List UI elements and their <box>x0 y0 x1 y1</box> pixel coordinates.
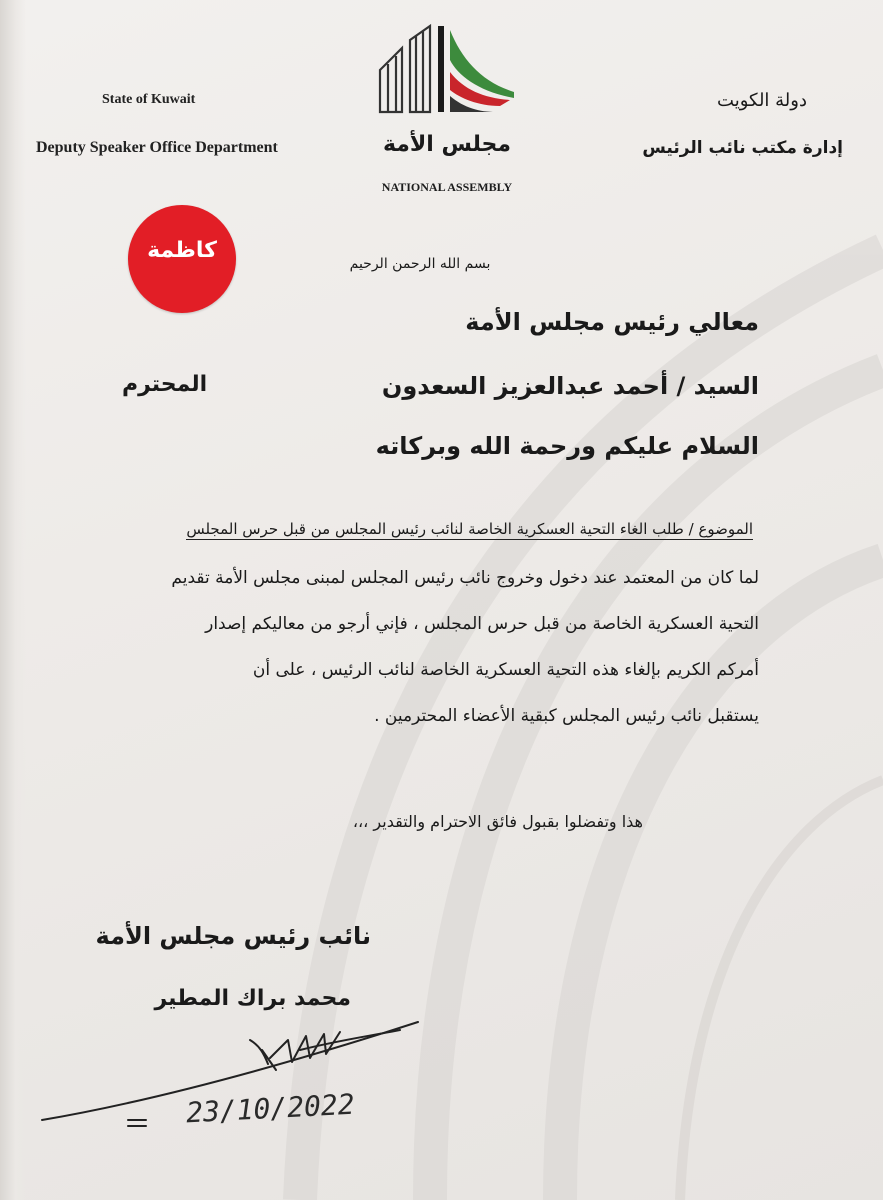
national-assembly-logo-icon <box>372 20 522 200</box>
state-of-kuwait-en: State of Kuwait <box>102 92 196 107</box>
closing-remark: هذا وتفضلوا بقبول فائق الاحترام والتقدير ،،، <box>352 812 643 831</box>
salutation: معالي رئيس مجلس الأمة <box>465 308 759 336</box>
signatory-title: نائب رئيس مجلس الأمة <box>95 922 371 950</box>
stamp-text: كاظمة <box>147 238 217 263</box>
basmala: بسم الله الرحمن الرحيم <box>349 256 491 272</box>
body-line: التحية العسكرية الخاصة من قبل حرس المجلس ، فإني أرجو من معاليكم إصدار <box>205 614 759 634</box>
signatory-name: محمد براك المطير <box>154 986 351 1011</box>
logo-text-en: NATIONAL ASSEMBLY <box>381 180 513 194</box>
signature-date: 23/10/2022 <box>185 1087 356 1130</box>
paper-edge <box>0 0 26 1200</box>
subject-line: الموضوع / طلب الغاء التحية العسكرية الخاصة لنائب رئيس المجلس من قبل حرس المجلس <box>186 520 753 538</box>
body-line: يستقبل نائب رئيس المجلس كبقية الأعضاء المحترمين . <box>374 706 759 726</box>
body-line: لما كان من المعتمد عند دخول وخروج نائب رئيس المجلس لمبنى مجلس الأمة تقديم <box>171 568 759 588</box>
respected-title: المحترم <box>122 372 208 397</box>
logo-text-ar: مجلس الأمة <box>382 132 512 157</box>
greeting: السلام عليكم ورحمة الله وبركاته <box>375 432 759 460</box>
addressee-name: السيد / أحمد عبدالعزيز السعدون <box>381 372 759 400</box>
state-of-kuwait-ar: دولة الكويت <box>717 90 807 111</box>
body-line: أمركم الكريم بإلغاء هذه التحية العسكرية الخاصة لنائب الرئيس ، على أن <box>252 660 759 680</box>
department-name-en: Deputy Speaker Office Department <box>36 139 278 156</box>
department-name-ar: إدارة مكتب نائب الرئيس <box>642 138 843 158</box>
